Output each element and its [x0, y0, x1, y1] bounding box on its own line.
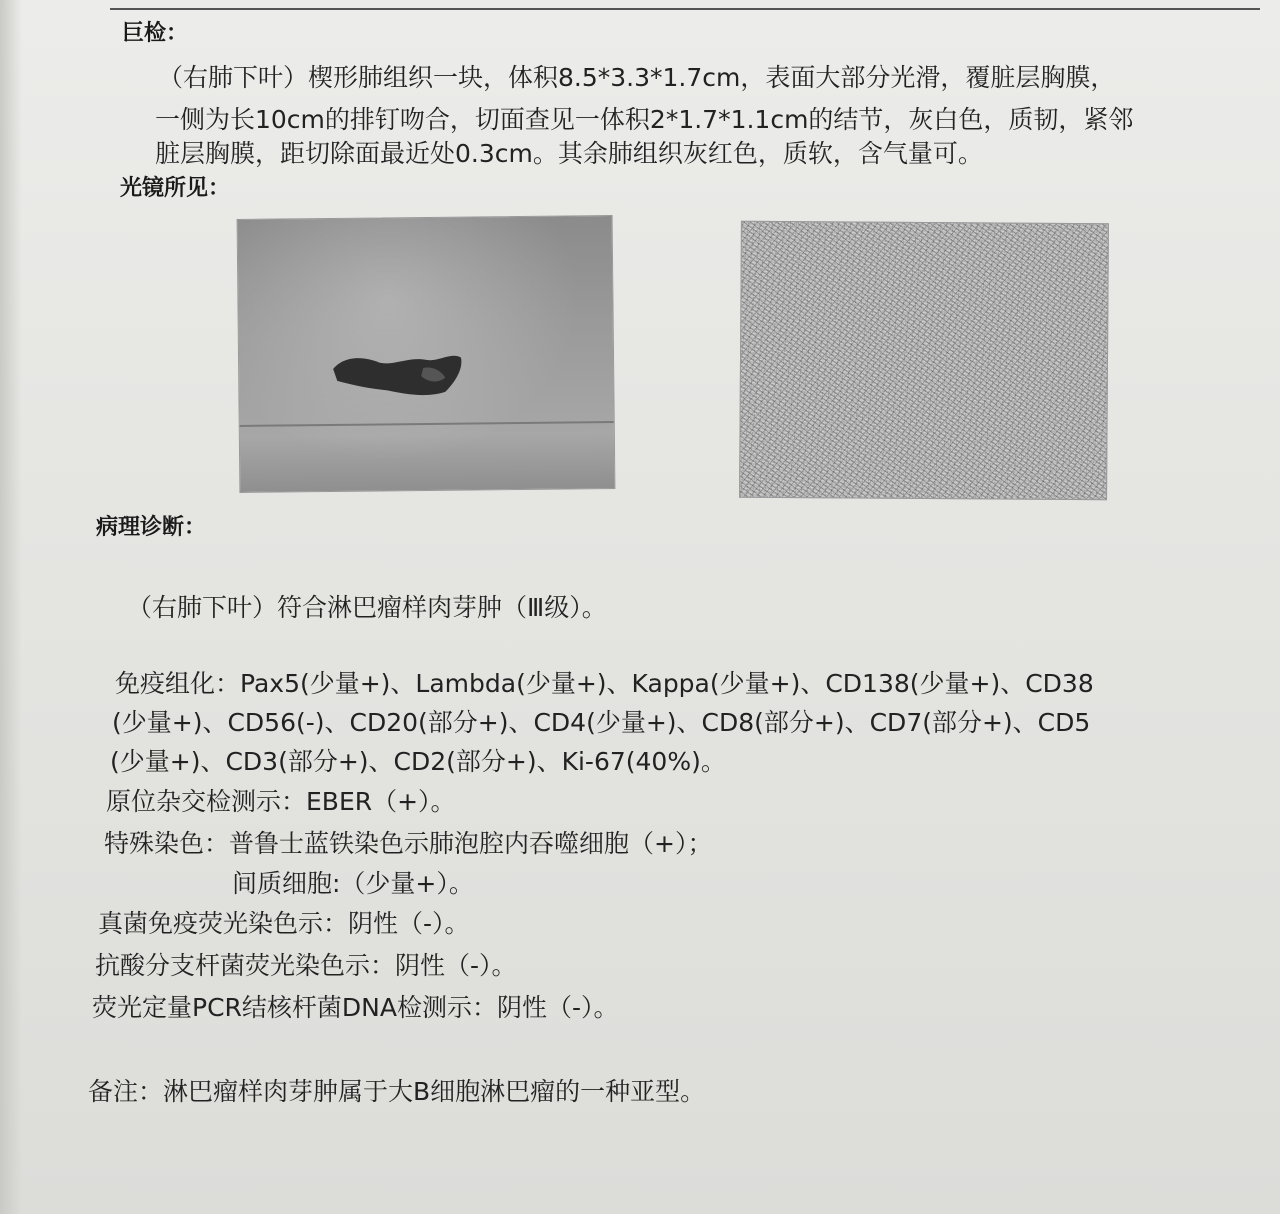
- header-rule: [110, 8, 1260, 10]
- diagnosis-heading: 病理诊断：: [96, 515, 207, 540]
- special-stain-line-1: 特殊染色：普鲁士蓝铁染色示肺泡腔内吞噬细胞（+）；: [104, 829, 713, 858]
- histology-micrograph: [739, 221, 1109, 501]
- microscopy-heading: 光镜所见：: [120, 176, 231, 201]
- remark-note: 备注：淋巴瘤样肉芽肿属于大B细胞淋巴瘤的一种亚型。: [88, 1077, 706, 1106]
- ihc-line-2: (少量+)、CD56(-)、CD20(部分+)、CD4(少量+)、CD8(部分+)、CD7(部分+)、CD5: [112, 708, 1091, 737]
- diagnosis-conclusion: （右肺下叶）符合淋巴瘤样肉芽肿（Ⅲ级）。: [127, 593, 607, 622]
- ihc-line-1: 免疫组化：Pax5(少量+)、Lambda(少量+)、Kappa(少量+)、CD138(少量+)、CD38: [115, 669, 1094, 698]
- photo-shelf-line: [240, 421, 614, 427]
- gross-heading: 巨检：: [122, 21, 189, 46]
- gross-line-3: 脏层胸膜，距切除面最近处0.3cm。其余肺组织灰红色，质软，含气量可。: [155, 139, 983, 168]
- fungal-stain-result: 真菌免疫荧光染色示：阴性（-）。: [98, 909, 470, 938]
- pcr-result: 荧光定量PCR结核杆菌DNA检测示：阴性（-）。: [92, 993, 619, 1022]
- gross-specimen-photo: [237, 215, 616, 493]
- gross-line-1: （右肺下叶）楔形肺组织一块，体积8.5*3.3*1.7cm，表面大部分光滑，覆脏层胸膜，: [158, 63, 1116, 92]
- special-stain-line-2: 间质细胞:（少量+）。: [232, 869, 474, 898]
- acid-fast-stain-result: 抗酸分支杆菌荧光染色示：阴性（-）。: [95, 951, 517, 980]
- page-shadow: [0, 0, 22, 1214]
- specimen-shape: [327, 348, 468, 401]
- gross-line-2: 一侧为长10cm的排钉吻合，切面查见一体积2*1.7*1.1cm的结节，灰白色，质韧，紧邻: [155, 105, 1134, 134]
- ihc-line-3: (少量+)、CD3(部分+)、CD2(部分+)、Ki-67(40%)。: [110, 747, 726, 776]
- ish-result: 原位杂交检测示：EBER（+）。: [106, 787, 456, 816]
